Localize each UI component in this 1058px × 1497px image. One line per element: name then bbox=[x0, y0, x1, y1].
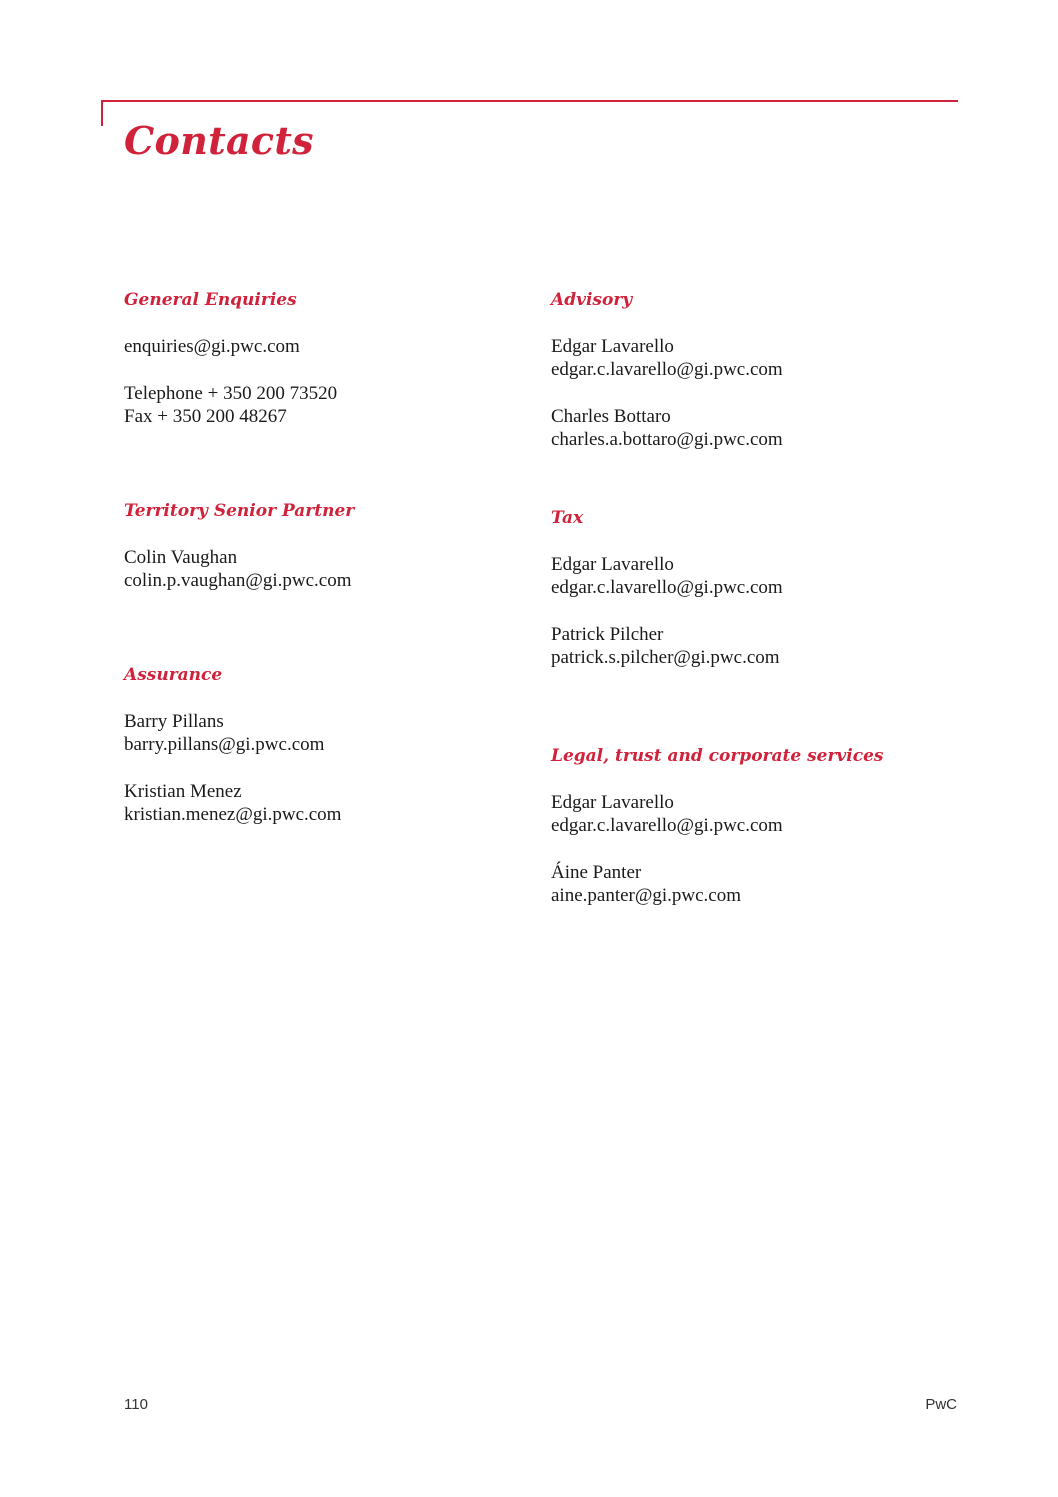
contact-email[interactable]: kristian.menez@gi.pwc.com bbox=[124, 804, 342, 825]
section-legal-trust-corporate bbox=[551, 744, 884, 907]
section-heading: Advisory bbox=[551, 290, 633, 310]
contact-entry bbox=[124, 710, 341, 756]
section-assurance bbox=[124, 663, 341, 826]
contact-entry bbox=[551, 791, 884, 837]
contact-entry bbox=[124, 335, 337, 358]
contact-email[interactable]: edgar.c.lavarello@gi.pwc.com bbox=[551, 815, 783, 836]
contact-name: Edgar Lavarello bbox=[551, 792, 674, 813]
section-tax bbox=[551, 506, 783, 669]
contact-entry bbox=[551, 405, 783, 451]
contact-fax: Fax + 350 200 48267 bbox=[124, 406, 287, 427]
contact-name: Áine Panter bbox=[551, 862, 642, 883]
contact-email[interactable]: aine.panter@gi.pwc.com bbox=[551, 885, 742, 906]
section-heading: Tax bbox=[551, 508, 584, 528]
contact-name: Edgar Lavarello bbox=[551, 336, 674, 357]
contact-email[interactable]: edgar.c.lavarello@gi.pwc.com bbox=[551, 359, 783, 380]
section-advisory bbox=[551, 288, 783, 451]
contact-email[interactable]: barry.pillans@gi.pwc.com bbox=[124, 734, 325, 755]
contact-entry bbox=[124, 382, 337, 428]
header-rule bbox=[101, 100, 958, 102]
contact-entry bbox=[124, 780, 341, 826]
section-heading: Territory Senior Partner bbox=[124, 501, 355, 521]
contact-entry bbox=[551, 553, 783, 599]
contact-name: Barry Pillans bbox=[124, 711, 224, 732]
contact-name: Kristian Menez bbox=[124, 781, 242, 802]
contact-name: Colin Vaughan bbox=[124, 547, 238, 568]
section-heading: Assurance bbox=[124, 665, 223, 685]
contact-email[interactable]: colin.p.vaughan@gi.pwc.com bbox=[124, 570, 352, 591]
section-heading: Legal, trust and corporate services bbox=[551, 746, 884, 766]
section-territory-senior-partner bbox=[124, 499, 354, 592]
contact-name: Charles Bottaro bbox=[551, 406, 671, 427]
contact-name: Edgar Lavarello bbox=[551, 554, 674, 575]
contact-email[interactable]: enquiries@gi.pwc.com bbox=[124, 336, 300, 357]
contact-email[interactable]: charles.a.bottaro@gi.pwc.com bbox=[551, 429, 783, 450]
contact-name: Patrick Pilcher bbox=[551, 624, 664, 645]
contact-entry bbox=[551, 861, 884, 907]
header-rule-corner bbox=[101, 100, 103, 126]
page-number: 110 bbox=[124, 1396, 148, 1413]
section-heading: General Enquiries bbox=[124, 290, 297, 310]
contact-email[interactable]: edgar.c.lavarello@gi.pwc.com bbox=[551, 577, 783, 598]
contact-email[interactable]: patrick.s.pilcher@gi.pwc.com bbox=[551, 647, 780, 668]
section-general-enquiries bbox=[124, 288, 337, 428]
contact-entry bbox=[551, 623, 783, 669]
contact-telephone: Telephone + 350 200 73520 bbox=[124, 383, 338, 404]
page-title: Contacts bbox=[124, 118, 314, 163]
contact-entry bbox=[551, 335, 783, 381]
contact-entry bbox=[124, 546, 354, 592]
brand-name: PwC bbox=[925, 1396, 957, 1413]
